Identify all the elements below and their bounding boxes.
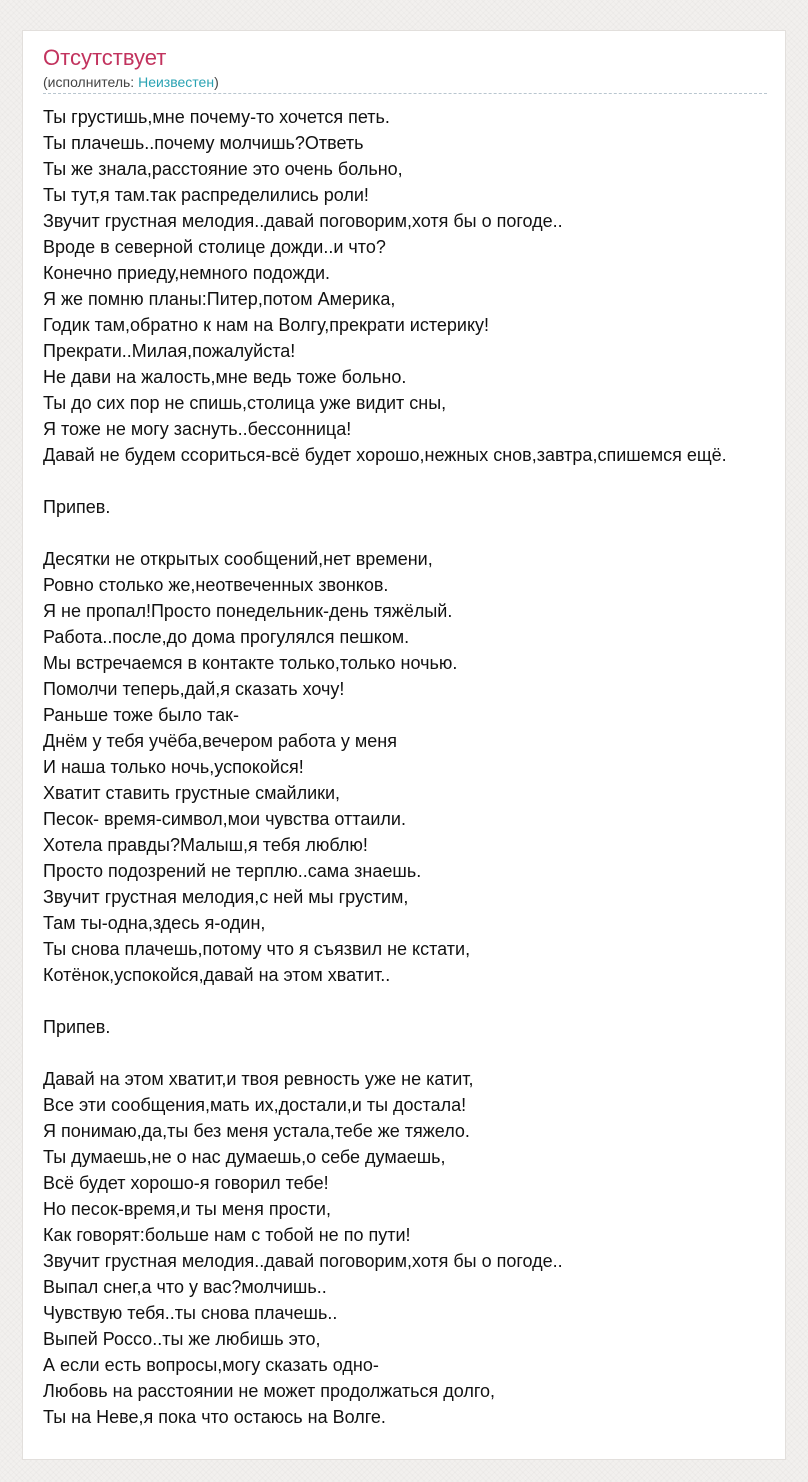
lyrics-line: Ты думаешь,не о нас думаешь,о себе думаешь,: [43, 1147, 446, 1167]
artist-prefix: (исполнитель:: [43, 74, 139, 90]
lyrics-line: Любовь на расстоянии не может продолжаться долго,: [43, 1381, 496, 1401]
lyrics-line: Припев.: [43, 497, 111, 517]
lyrics-line: Работа..после,до дома прогулялся пешком.: [43, 627, 410, 647]
lyrics-line: Ты снова плачешь,потому что я съязвил не кстати,: [43, 939, 471, 959]
lyrics-line: Звучит грустная мелодия..давай поговорим,хотя бы о погоде..: [43, 211, 563, 231]
lyrics-line: Я тоже не могу заснуть..бессонница!: [43, 419, 352, 439]
lyrics-line: Днём у тебя учёба,вечером работа у меня: [43, 731, 397, 751]
lyrics-line: Давай на этом хватит,и твоя ревность уже не катит,: [43, 1069, 474, 1089]
lyrics-line: Песок- время-символ,мои чувства оттаили.: [43, 809, 406, 829]
lyrics-blank-line: [43, 1040, 808, 1066]
lyrics-blank-line: [43, 520, 808, 546]
lyrics-line: Годик там,обратно к нам на Волгу,прекрати истерику!: [43, 315, 490, 335]
lyrics-line: Все эти сообщения,мать их,достали,и ты достала!: [43, 1095, 467, 1115]
lyrics-line: Чувствую тебя..ты снова плачешь..: [43, 1303, 338, 1323]
header-divider: [43, 93, 767, 94]
lyrics-line: Мы встречаемся в контакте только,только ночью.: [43, 653, 458, 673]
lyrics-line: Звучит грустная мелодия,с ней мы грустим,: [43, 887, 409, 907]
lyrics-line: Ты же знала,расстояние это очень больно,: [43, 159, 403, 179]
lyrics-line: Просто подозрений не терплю..сама знаешь.: [43, 861, 422, 881]
artist-line: [43, 73, 219, 91]
lyrics-line: А если есть вопросы,могу сказать одно-: [43, 1355, 379, 1375]
lyrics-line: Ты тут,я там.так распределились роли!: [43, 185, 369, 205]
song-title: Отсутствует: [43, 45, 167, 70]
lyrics-card: [22, 30, 786, 1460]
lyrics-line: Но песок-время,и ты меня прости,: [43, 1199, 331, 1219]
lyrics-line: Давай не будем ссориться-всё будет хорошо,нежных снов,завтра,спишемся ещё.: [43, 445, 727, 465]
artist-link[interactable]: Неизвестен: [138, 74, 215, 90]
lyrics-line: Конечно приеду,немного подожди.: [43, 263, 331, 283]
lyrics-text: [43, 104, 808, 1430]
lyrics-line: И наша только ночь,успокойся!: [43, 757, 304, 777]
lyrics-line: Ты грустишь,мне почему-то хочется петь.: [43, 107, 390, 127]
lyrics-line: Раньше тоже было так-: [43, 705, 239, 725]
lyrics-line: Звучит грустная мелодия..давай поговорим,хотя бы о погоде..: [43, 1251, 563, 1271]
lyrics-line: Котёнок,успокойся,давай на этом хватит..: [43, 965, 391, 985]
lyrics-blank-line: [43, 988, 808, 1014]
lyrics-line: Ты на Неве,я пока что остаюсь на Волге.: [43, 1407, 386, 1427]
lyrics-line: Я же помню планы:Питер,потом Америка,: [43, 289, 396, 309]
lyrics-line: Прекрати..Милая,пожалуйста!: [43, 341, 296, 361]
lyrics-line: Ровно столько же,неотвеченных звонков.: [43, 575, 389, 595]
lyrics-line: Десятки не открытых сообщений,нет времени,: [43, 549, 433, 569]
lyrics-line: Я не пропал!Просто понедельник-день тяжёлый.: [43, 601, 453, 621]
lyrics-line: Выпал снег,а что у вас?молчишь..: [43, 1277, 327, 1297]
lyrics-line: Выпей Россо..ты же любишь это,: [43, 1329, 321, 1349]
lyrics-line: Хотела правды?Малыш,я тебя люблю!: [43, 835, 368, 855]
lyrics-line: Помолчи теперь,дай,я сказать хочу!: [43, 679, 345, 699]
lyrics-line: Хватит ставить грустные смайлики,: [43, 783, 341, 803]
lyrics-blank-line: [43, 468, 808, 494]
artist-suffix: ): [214, 74, 219, 90]
lyrics-line: Припев.: [43, 1017, 111, 1037]
lyrics-line: Как говорят:больше нам с тобой не по пути!: [43, 1225, 411, 1245]
lyrics-line: Ты до сих пор не спишь,столица уже видит сны,: [43, 393, 447, 413]
lyrics-line: Там ты-одна,здесь я-один,: [43, 913, 266, 933]
lyrics-line: Ты плачешь..почему молчишь?Ответь: [43, 133, 364, 153]
lyrics-line: Всё будет хорошо-я говорил тебе!: [43, 1173, 329, 1193]
lyrics-line: Не дави на жалость,мне ведь тоже больно.: [43, 367, 407, 387]
lyrics-line: Вроде в северной столице дожди..и что?: [43, 237, 386, 257]
lyrics-line: Я понимаю,да,ты без меня устала,тебе же тяжело.: [43, 1121, 470, 1141]
